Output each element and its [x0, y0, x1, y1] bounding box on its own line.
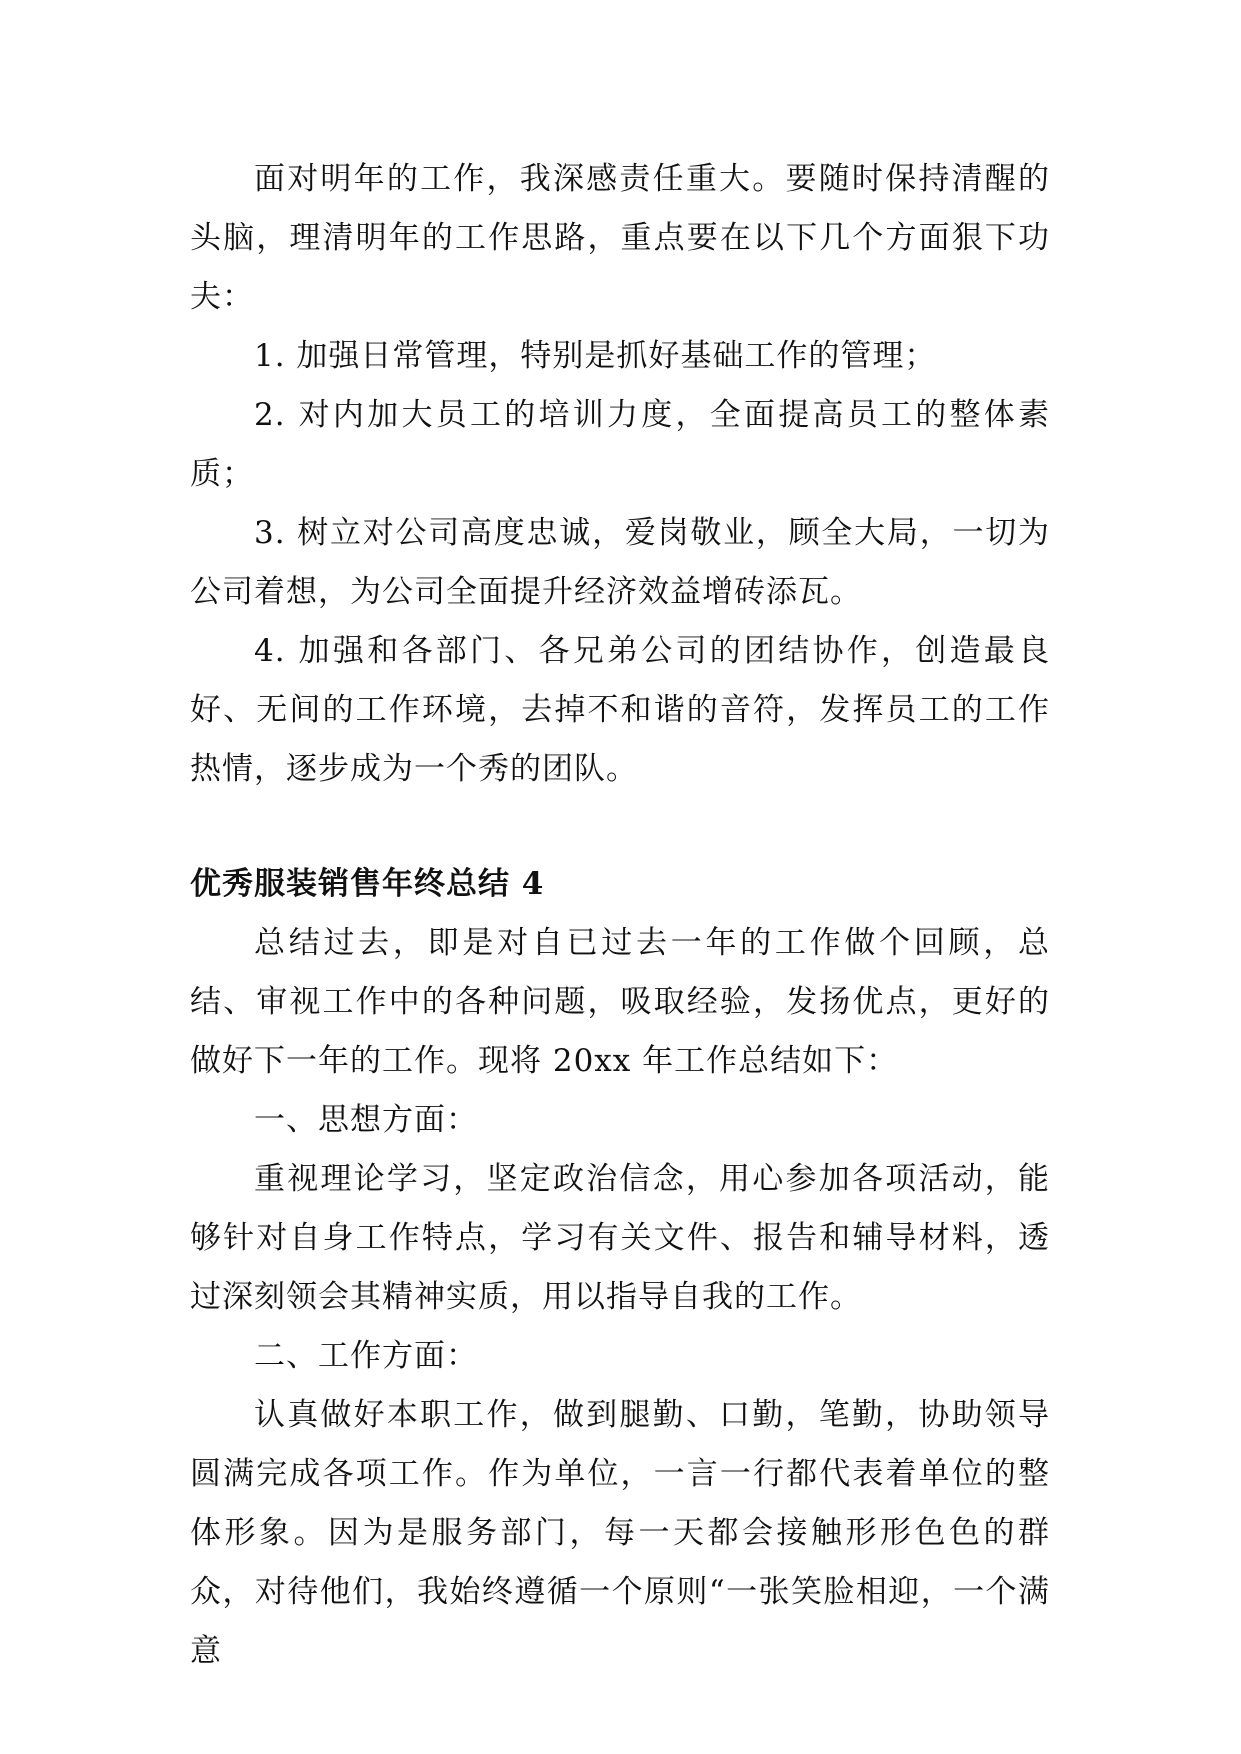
- intro-paragraph: 面对明年的工作，我深感责任重大。要随时保持清醒的头脑，理清明年的工作思路，重点要在以下几个方面狠下功夫：: [190, 161, 1050, 315]
- subheading-work: 二、工作方面：: [254, 1338, 478, 1374]
- subheading-thought: 一、思想方面：: [254, 1102, 478, 1138]
- list-item-1: 1. 加强日常管理，特别是抓好基础工作的管理；: [254, 338, 937, 374]
- list-item-2: 2. 对内加大员工的培训力度，全面提高员工的整体素质；: [190, 397, 1050, 492]
- document-page: [190, 150, 1050, 1681]
- section-title: 优秀服装销售年终总结 4: [190, 866, 545, 902]
- thought-paragraph: 重视理论学习，坚定政治信念，用心参加各项活动，能够针对自身工作特点，学习有关文件、报告和辅导材料，透过深刻领会其精神实质，用以指导自我的工作。: [190, 1161, 1050, 1315]
- work-paragraph: 认真做好本职工作，做到腿勤、口勤，笔勤，协助领导圆满完成各项工作。作为单位，一言一行都代表着单位的整体形象。因为是服务部门，每一天都会接触形形色色的群众，对待他们，我始终遵循一个原则“一张笑脸相迎，一个满意: [190, 1397, 1050, 1669]
- summary-paragraph: 总结过去，即是对自已过去一年的工作做个回顾，总结、审视工作中的各种问题，吸取经验，发扬优点，更好的做好下一年的工作。现将 20xx 年工作总结如下：: [190, 925, 1050, 1079]
- list-item-3: 3. 树立对公司高度忠诚，爱岗敬业，顾全大局，一切为公司着想，为公司全面提升经济效益增砖添瓦。: [190, 515, 1050, 610]
- section-gap: [190, 799, 1050, 855]
- list-item-4: 4. 加强和各部门、各兄弟公司的团结协作，创造最良好、无间的工作环境，去掉不和谐的音符，发挥员工的工作热情，逐步成为一个秀的团队。: [190, 633, 1050, 787]
